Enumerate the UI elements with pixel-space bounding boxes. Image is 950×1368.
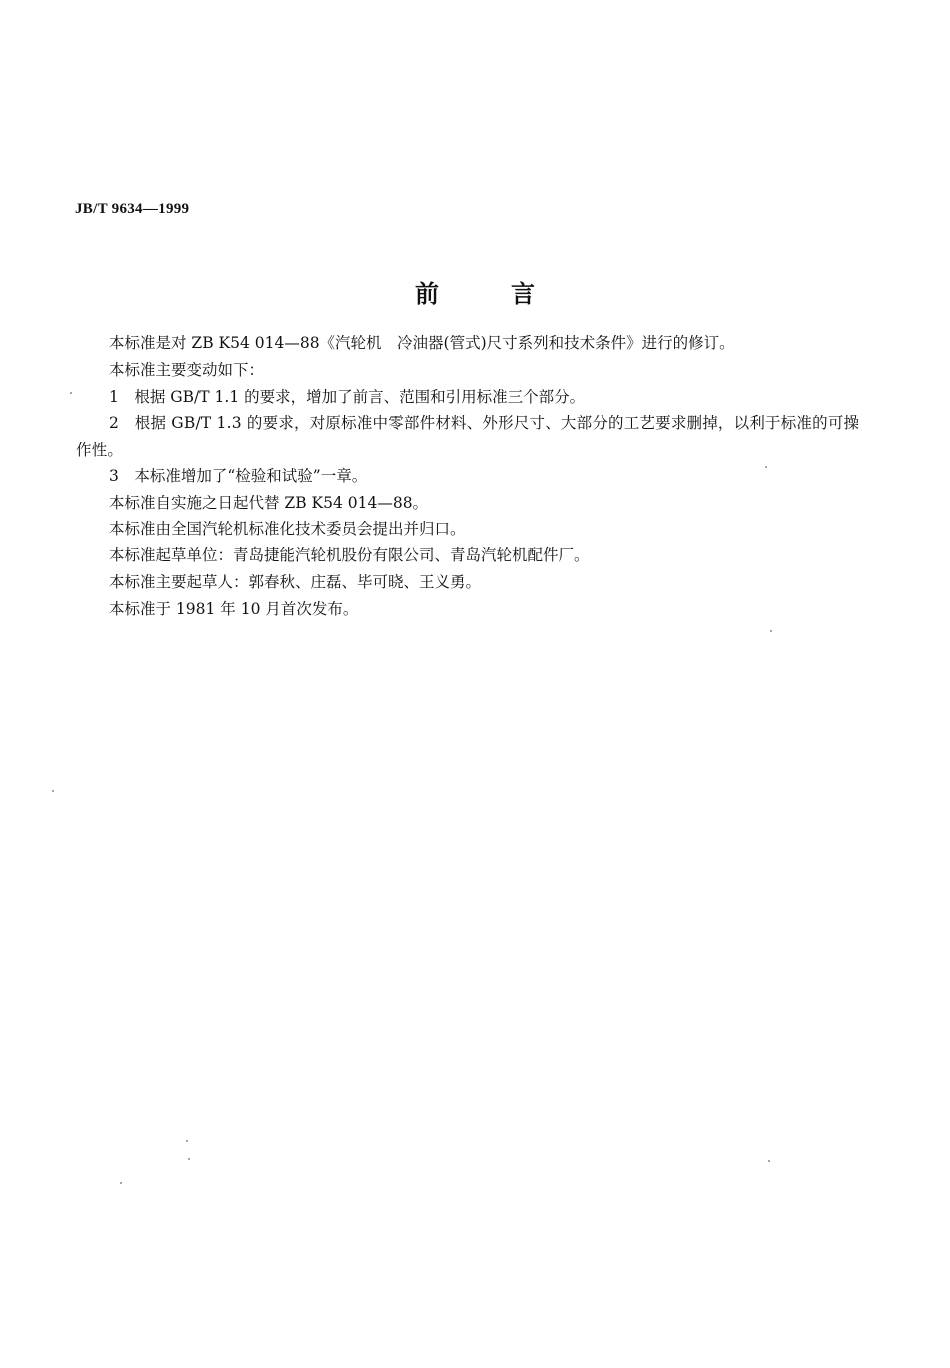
standard-code: JB/T 9634—1999 (75, 201, 190, 217)
paragraph-revision-basis: 本标准是对 ZB K54 014—88《汽轮机 冷油器(管式)尺寸系列和技术条件》进行的修订。 (109, 334, 735, 352)
scan-speck (52, 790, 54, 792)
paragraph-change-3: 3 本标准增加了“检验和试验”一章。 (109, 467, 368, 485)
paragraph-change-2: 2 根据 GB/T 1.3 的要求，对原标准中零部件材料、外形尺寸、大部分的工艺要求删掉，以利于标准的可操作性。 (76, 414, 860, 459)
paragraph-first-published: 本标准于 1981 年 10 月首次发布。 (109, 600, 359, 618)
paragraph-supersedes: 本标准自实施之日起代替 ZB K54 014—88。 (109, 494, 429, 512)
scan-speck (765, 466, 767, 468)
scan-speck (770, 630, 772, 632)
paragraph-drafting-units: 本标准起草单位：青岛捷能汽轮机股份有限公司、青岛汽轮机配件厂。 (109, 546, 590, 564)
scan-speck (120, 1182, 122, 1184)
scan-speck (768, 1160, 770, 1162)
scan-speck (186, 1140, 188, 1142)
scan-speck (188, 1158, 190, 1160)
foreword-heading: 前言 (415, 280, 607, 308)
paragraph-change-1: 1 根据 GB/T 1.1 的要求，增加了前言、范围和引用标准三个部分。 (109, 388, 586, 406)
paragraph-proposed-by: 本标准由全国汽轮机标准化技术委员会提出并归口。 (109, 520, 466, 538)
paragraph-drafters: 本标准主要起草人：郭春秋、庄磊、毕可晓、王义勇。 (109, 573, 482, 591)
scan-speck (70, 392, 72, 394)
paragraph-main-changes-intro: 本标准主要变动如下： (109, 361, 265, 379)
